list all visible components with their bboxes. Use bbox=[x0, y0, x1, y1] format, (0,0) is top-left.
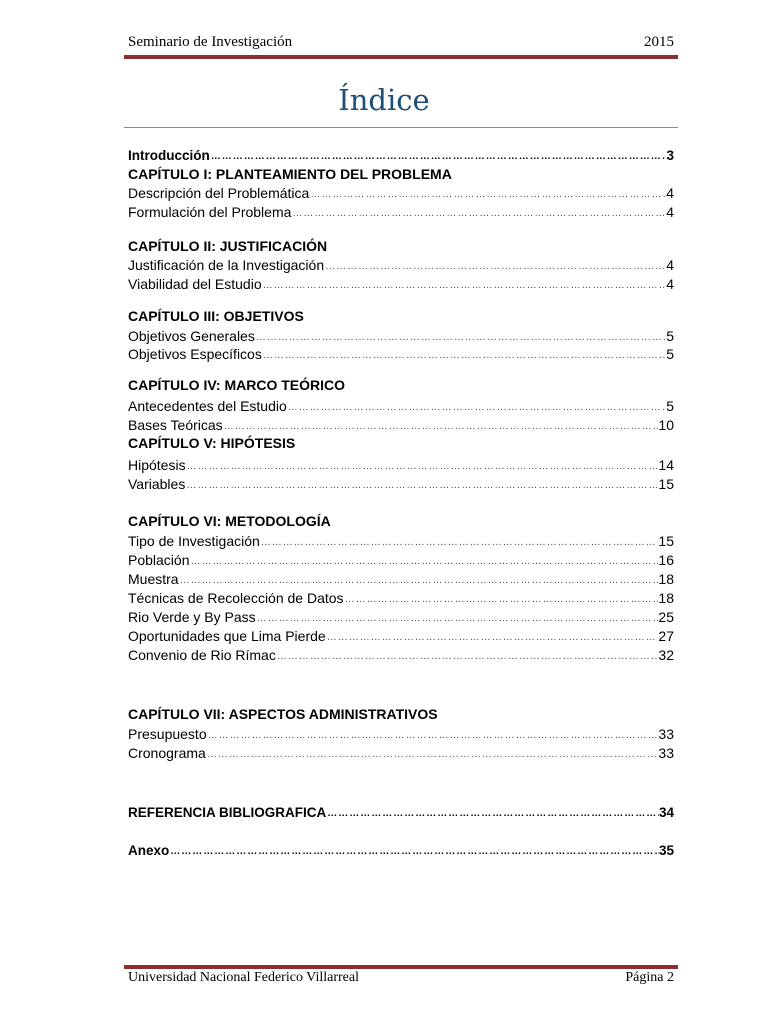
toc-entry-label: Hipótesis bbox=[128, 457, 186, 473]
toc-entry-label: Población bbox=[128, 552, 190, 568]
toc-entry-page: 5 bbox=[666, 346, 674, 362]
toc-entry-introduccion[interactable] bbox=[128, 145, 674, 164]
header-year: 2015 bbox=[644, 34, 674, 50]
toc-entry-page: 4 bbox=[666, 276, 674, 292]
dot-leader bbox=[262, 279, 667, 293]
dot-leader bbox=[185, 479, 658, 493]
toc-entry-page: 25 bbox=[658, 609, 674, 625]
dot-leader bbox=[256, 612, 659, 626]
page-header bbox=[128, 32, 674, 56]
toc-entry-label: Justificación de la Investigación bbox=[128, 257, 325, 273]
dot-leader bbox=[186, 460, 659, 474]
toc-entry[interactable] bbox=[128, 344, 674, 363]
toc-entry[interactable] bbox=[128, 724, 674, 743]
toc-entry-label: Convenio de Rio Rímac bbox=[128, 647, 276, 663]
toc-entry-references[interactable] bbox=[128, 802, 674, 821]
toc-entry[interactable] bbox=[128, 531, 674, 550]
toc-entry-page: 35 bbox=[658, 843, 674, 858]
toc-entry-page: 14 bbox=[658, 457, 674, 473]
toc-entry-page: 3 bbox=[666, 148, 674, 163]
header-divider bbox=[124, 55, 678, 59]
dot-leader bbox=[169, 845, 659, 859]
toc-entry[interactable] bbox=[128, 626, 674, 645]
toc-entry-page: 16 bbox=[658, 552, 674, 568]
dot-leader bbox=[324, 260, 666, 274]
toc-entry-page: 15 bbox=[658, 476, 674, 492]
toc-entry-page: 18 bbox=[658, 571, 674, 587]
toc-entry-label: Introducción bbox=[128, 148, 210, 163]
toc-entry[interactable] bbox=[128, 396, 674, 415]
toc-entry[interactable] bbox=[128, 274, 674, 293]
toc-entry[interactable] bbox=[128, 588, 674, 607]
toc-entry-page: 10 bbox=[658, 417, 674, 433]
toc-entry[interactable] bbox=[128, 455, 674, 474]
toc-entry-page: 34 bbox=[658, 805, 674, 820]
dot-leader bbox=[223, 420, 659, 434]
toc-entry-label: Cronograma bbox=[128, 745, 206, 761]
toc-entry-page: 5 bbox=[666, 328, 674, 344]
dot-leader bbox=[207, 729, 659, 743]
toc-entry-page: 4 bbox=[666, 257, 674, 273]
toc-entry-page: 15 bbox=[658, 533, 674, 549]
chapter-heading-6: CAPÍTULO VI: METODOLOGÍA bbox=[128, 513, 331, 529]
toc-entry-label: Tipo de Investigación bbox=[128, 533, 260, 549]
dot-leader bbox=[326, 807, 659, 821]
dot-leader bbox=[287, 401, 666, 415]
toc-entry[interactable] bbox=[128, 183, 674, 202]
chapter-heading-2: CAPÍTULO II: JUSTIFICACIÓN bbox=[128, 238, 328, 254]
toc-entry-label: Variables bbox=[128, 476, 186, 492]
chapter-heading-3: CAPÍTULO III: OBJETIVOS bbox=[128, 308, 304, 324]
toc-entry[interactable] bbox=[128, 202, 674, 221]
toc-entry[interactable] bbox=[128, 569, 674, 588]
toc-entry-page: 32 bbox=[658, 647, 674, 663]
header-title: Seminario de Investigación bbox=[128, 34, 293, 50]
chapter-heading-7: CAPÍTULO VII: ASPECTOS ADMINISTRATIVOS bbox=[128, 706, 438, 722]
dot-leader bbox=[190, 555, 659, 569]
dot-leader bbox=[260, 536, 659, 550]
dot-leader bbox=[276, 650, 659, 664]
toc-entry-label: REFERENCIA BIBLIOGRAFICA bbox=[128, 805, 327, 820]
footer-page-number: Página 2 bbox=[625, 970, 674, 985]
toc-entry-label: Objetivos Específicos bbox=[128, 346, 262, 362]
dot-leader bbox=[291, 207, 666, 221]
chapter-heading-1: CAPÍTULO I: PLANTEAMIENTO DEL PROBLEMA bbox=[128, 166, 452, 182]
toc-entry-label: Rio Verde y By Pass bbox=[128, 609, 256, 625]
toc-entry-page: 33 bbox=[658, 745, 674, 761]
toc-entry-page: 4 bbox=[666, 204, 674, 220]
toc-entry-label: Descripción del Problemática bbox=[128, 185, 310, 201]
toc-entry[interactable] bbox=[128, 255, 674, 274]
dot-leader bbox=[255, 331, 666, 345]
toc-entry[interactable] bbox=[128, 607, 674, 626]
toc-entry-label: Viabilidad del Estudio bbox=[128, 276, 262, 292]
toc-entry[interactable] bbox=[128, 326, 674, 345]
toc-entry-label: Bases Teóricas bbox=[128, 417, 223, 433]
toc-entry-label: Objetivos Generales bbox=[128, 328, 255, 344]
toc-entry-label: Presupuesto bbox=[128, 726, 207, 742]
toc-entry-page: 18 bbox=[658, 590, 674, 606]
toc-entry[interactable] bbox=[128, 645, 674, 664]
toc-entry-label: Anexo bbox=[128, 843, 170, 858]
dot-leader bbox=[210, 150, 667, 164]
toc-entry[interactable] bbox=[128, 743, 674, 762]
toc-entry-annex[interactable] bbox=[128, 840, 674, 859]
title-divider bbox=[124, 127, 678, 128]
toc-entry-page: 5 bbox=[666, 398, 674, 414]
toc-entry[interactable] bbox=[128, 415, 674, 434]
chapter-heading-4: CAPÍTULO IV: MARCO TEÓRICO bbox=[128, 377, 345, 393]
dot-leader bbox=[262, 349, 666, 363]
chapter-heading-5: CAPÍTULO V: HIPÓTESIS bbox=[128, 435, 296, 451]
toc-entry[interactable] bbox=[128, 550, 674, 569]
toc-entry-label: Antecedentes del Estudio bbox=[128, 398, 287, 414]
footer-institution: Universidad Nacional Federico Villarreal bbox=[128, 970, 359, 985]
dot-leader bbox=[344, 593, 659, 607]
toc-entry-page: 4 bbox=[666, 185, 674, 201]
toc-entry[interactable] bbox=[128, 474, 674, 493]
page-footer bbox=[128, 970, 674, 992]
toc-entry-page: 27 bbox=[658, 628, 674, 644]
toc-entry-label: Técnicas de Recolección de Datos bbox=[128, 590, 344, 606]
toc-entry-page: 33 bbox=[658, 726, 674, 742]
dot-leader bbox=[309, 188, 666, 202]
dot-leader bbox=[326, 631, 659, 645]
page-title: Índice bbox=[338, 83, 430, 117]
toc-entry-label: Formulación del Problema bbox=[128, 204, 292, 220]
toc-entry-label: Oportunidades que Lima Pierde bbox=[128, 628, 326, 644]
footer-divider bbox=[124, 965, 678, 969]
dot-leader bbox=[179, 574, 659, 588]
dot-leader bbox=[206, 748, 659, 762]
toc-entry-label: Muestra bbox=[128, 571, 179, 587]
